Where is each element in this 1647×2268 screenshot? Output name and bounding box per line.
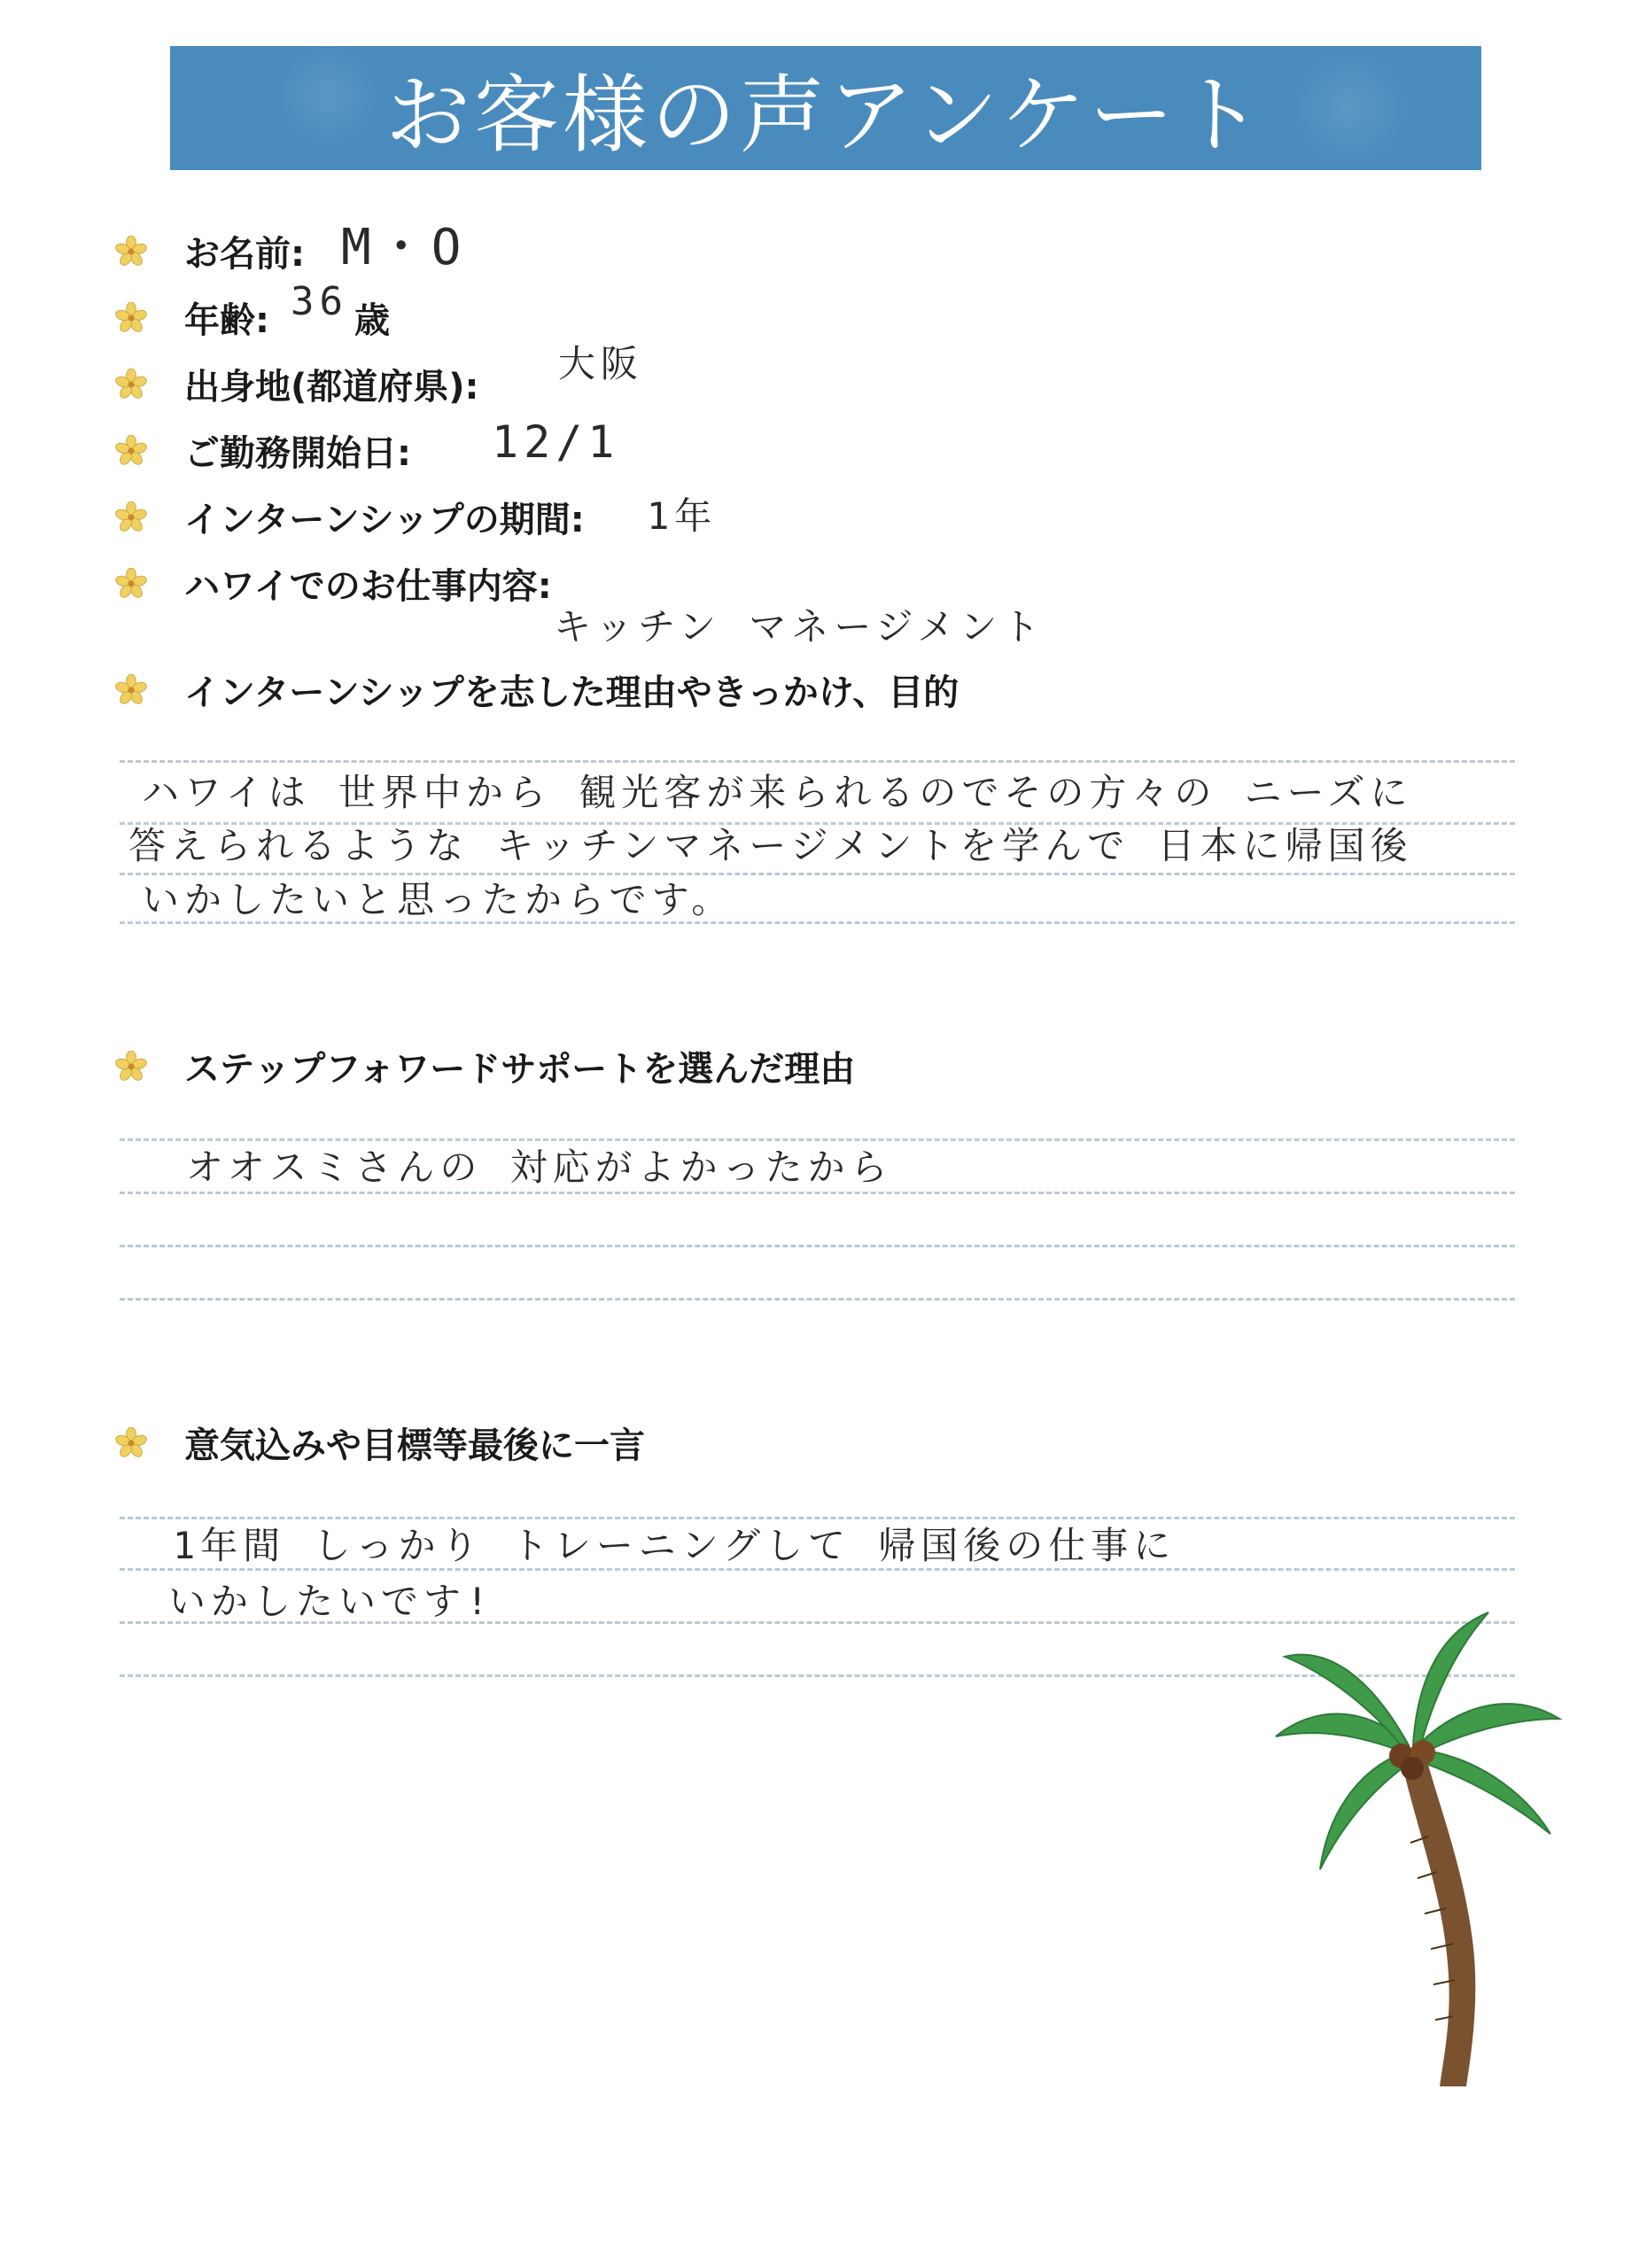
name-value: M・O	[341, 219, 467, 276]
field-name	[115, 226, 305, 276]
field-internship-period	[115, 492, 585, 542]
reason-line-1: ハワイは 世界中から 観光客が来られるのでその方々の ニーズに	[142, 771, 1413, 814]
plumeria-icon	[115, 236, 147, 268]
plumeria-icon	[115, 435, 147, 467]
ruled-line	[120, 921, 1515, 924]
plumeria-icon	[115, 568, 147, 600]
hometown-value: 大阪	[558, 342, 644, 385]
start-date-label: ご勤務開始日:	[184, 433, 411, 474]
name-label: お名前:	[184, 234, 305, 275]
plumeria-icon	[115, 369, 147, 400]
why-line-1: オオスミさんの 対応がよかったから	[186, 1146, 893, 1189]
why-heading: ステップフォワードサポートを選んだ理由	[184, 1049, 856, 1090]
palm-tree-icon	[1267, 1604, 1568, 2091]
section-reason-heading	[115, 664, 959, 715]
start-date-value: 12/1	[492, 416, 620, 468]
hometown-label: 出身地(都道府県):	[184, 367, 479, 408]
section-final-heading	[115, 1418, 645, 1468]
field-age	[115, 292, 269, 343]
final-line-2: いかしたいです!	[168, 1580, 494, 1623]
field-job-content	[115, 558, 552, 609]
ruled-line	[120, 1192, 1515, 1194]
plumeria-icon	[115, 1427, 147, 1459]
ruled-line	[120, 1568, 1515, 1571]
final-heading: 意気込みや目標等最後に一言	[184, 1425, 645, 1466]
reason-line-3: いかしたいと思ったからです。	[142, 878, 734, 921]
ruled-line	[120, 1298, 1515, 1301]
job-content-label: ハワイでのお仕事内容:	[184, 566, 552, 607]
plumeria-icon	[115, 302, 147, 334]
title-banner	[170, 46, 1481, 170]
section-why-heading	[115, 1041, 855, 1091]
ruled-line	[120, 1245, 1515, 1247]
job-content-value: キッチン マネージメント	[554, 605, 1045, 649]
reason-line-2: 答えられるような キッチンマネージメントを学んで 日本に帰国後	[128, 824, 1413, 867]
age-label: 年齢:	[184, 300, 269, 341]
plumeria-icon	[115, 1051, 147, 1083]
age-suffix: 歳	[354, 300, 390, 341]
plumeria-icon	[115, 501, 147, 533]
reason-heading: インターンシップを志した理由やきっかけ、目的	[184, 672, 959, 713]
internship-period-label: インターンシップの期間:	[184, 500, 585, 540]
field-hometown	[115, 359, 479, 409]
page-title: お客様の声アンケート	[385, 65, 1267, 165]
ruled-line	[120, 760, 1515, 763]
final-line-1: 1年間 しっかり トレーニングして 帰国後の仕事に	[173, 1524, 1177, 1567]
field-start-date	[115, 425, 411, 476]
plumeria-icon	[115, 674, 147, 706]
age-value: 36	[291, 279, 348, 324]
internship-period-value: 1年	[647, 494, 718, 538]
